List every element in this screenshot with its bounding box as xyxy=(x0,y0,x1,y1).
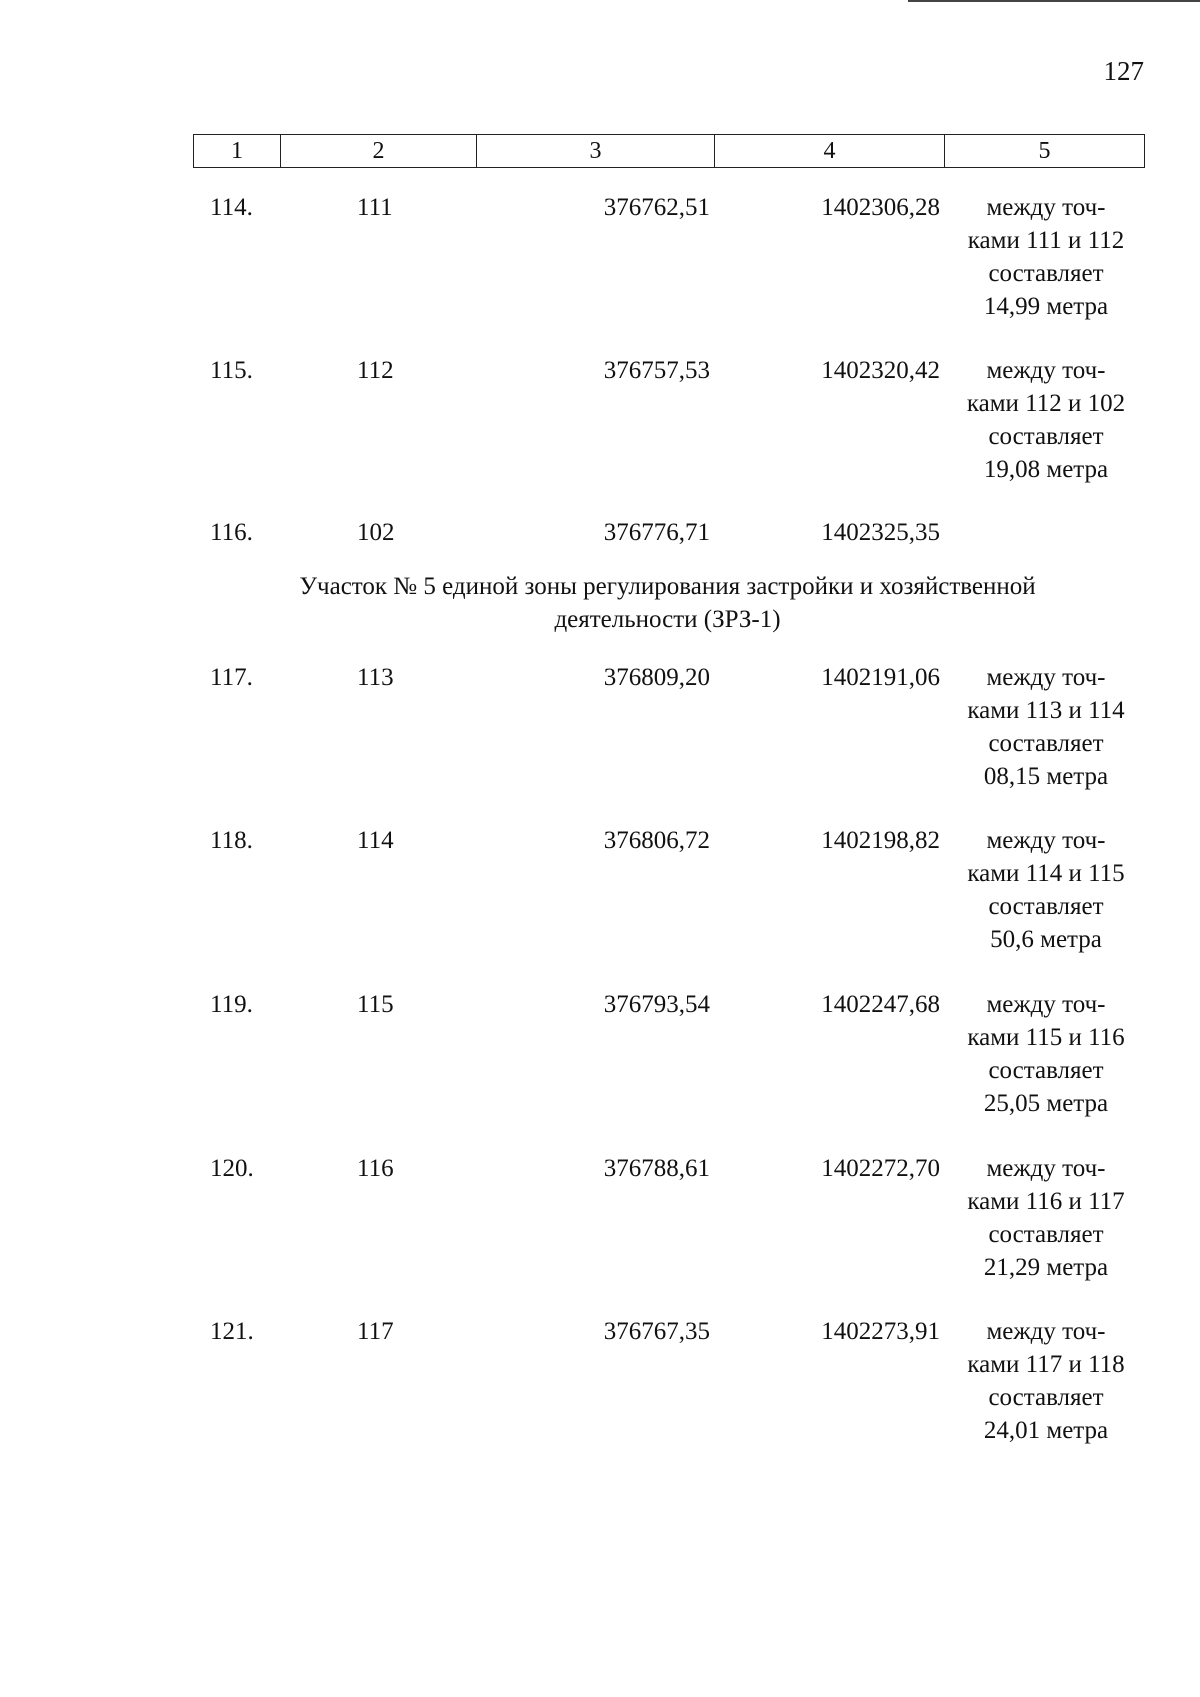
row-number: 120. xyxy=(210,1155,254,1182)
x-coordinate: 376776,71 xyxy=(603,519,710,546)
y-coordinate: 1402306,28 xyxy=(821,194,940,221)
y-coordinate: 1402320,42 xyxy=(821,357,940,384)
header-col-5: 5 xyxy=(945,135,1145,168)
distance-note xyxy=(944,661,1148,793)
note-line: составляет xyxy=(988,730,1104,757)
y-coordinate: 1402325,35 xyxy=(821,519,940,546)
section-title xyxy=(200,570,1135,636)
note-line: 24,01 метра xyxy=(983,1417,1109,1444)
note-line: ками 117 и 118 xyxy=(967,1351,1125,1378)
table-row xyxy=(0,191,1200,331)
note-line: между точ- xyxy=(986,194,1106,221)
note-line: ками 114 и 115 xyxy=(967,860,1125,887)
y-coordinate: 1402198,82 xyxy=(821,827,940,854)
distance-note xyxy=(944,1315,1148,1447)
row-number: 115. xyxy=(210,357,253,384)
note-line: ками 111 и 112 xyxy=(967,227,1125,254)
note-line: между точ- xyxy=(986,1318,1106,1345)
distance-note xyxy=(944,354,1148,486)
y-coordinate: 1402191,06 xyxy=(821,664,940,691)
note-line: составляет xyxy=(988,1057,1104,1084)
note-line: составляет xyxy=(988,260,1104,287)
point-id: 117 xyxy=(357,1318,394,1345)
x-coordinate: 376757,53 xyxy=(603,357,710,384)
header-col-2: 2 xyxy=(281,135,477,168)
table-row xyxy=(0,988,1200,1128)
x-coordinate: 376788,61 xyxy=(603,1155,710,1182)
point-id: 115 xyxy=(357,991,394,1018)
header-col-3: 3 xyxy=(477,135,715,168)
note-line: 25,05 метра xyxy=(983,1090,1109,1117)
x-coordinate: 376767,35 xyxy=(603,1318,710,1345)
row-number: 121. xyxy=(210,1318,254,1345)
point-id: 102 xyxy=(357,519,395,546)
note-line: между точ- xyxy=(986,991,1106,1018)
x-coordinate: 376762,51 xyxy=(603,194,710,221)
row-number: 117. xyxy=(210,664,253,691)
header-col-4: 4 xyxy=(715,135,945,168)
table-row xyxy=(0,1152,1200,1292)
note-line: ками 116 и 117 xyxy=(967,1188,1125,1215)
page-number: 127 xyxy=(1103,56,1144,86)
y-coordinate: 1402247,68 xyxy=(821,991,940,1018)
note-line: между точ- xyxy=(986,664,1106,691)
point-id: 112 xyxy=(357,357,394,384)
table-row xyxy=(0,824,1200,964)
note-line: между точ- xyxy=(986,357,1106,384)
row-number: 119. xyxy=(210,991,253,1018)
section-title-line-2: деятельности (ЗРЗ-1) xyxy=(554,606,781,633)
table-row xyxy=(0,661,1200,801)
point-id: 113 xyxy=(357,664,394,691)
x-coordinate: 376806,72 xyxy=(603,827,710,854)
x-coordinate: 376809,20 xyxy=(603,664,710,691)
note-line: составляет xyxy=(988,423,1104,450)
row-number: 116. xyxy=(210,519,253,546)
row-number: 118. xyxy=(210,827,253,854)
note-line: 08,15 метра xyxy=(983,763,1109,790)
note-line: между точ- xyxy=(986,1155,1106,1182)
note-line: составляет xyxy=(988,1384,1104,1411)
point-id: 111 xyxy=(357,194,393,221)
distance-note xyxy=(944,1152,1148,1284)
note-line: ками 113 и 114 xyxy=(967,697,1125,724)
note-line: между точ- xyxy=(986,827,1106,854)
y-coordinate: 1402273,91 xyxy=(821,1318,940,1345)
note-line: 21,29 метра xyxy=(983,1254,1109,1281)
note-line: составляет xyxy=(988,893,1104,920)
x-coordinate: 376793,54 xyxy=(603,991,710,1018)
note-line: ками 115 и 116 xyxy=(967,1024,1125,1051)
table-row xyxy=(0,1315,1200,1455)
note-line: ками 112 и 102 xyxy=(966,390,1126,417)
section-title-line-1: Участок № 5 единой зоны регулирования застройки и хозяйственной xyxy=(299,573,1036,600)
row-number: 114. xyxy=(210,194,253,221)
distance-note xyxy=(944,824,1148,956)
table-row xyxy=(0,354,1200,494)
point-id: 116 xyxy=(357,1155,394,1182)
header-col-1: 1 xyxy=(194,135,281,168)
note-line: 14,99 метра xyxy=(983,293,1109,320)
distance-note xyxy=(944,988,1148,1120)
note-line: 19,08 метра xyxy=(983,456,1109,483)
y-coordinate: 1402272,70 xyxy=(821,1155,940,1182)
distance-note xyxy=(944,191,1148,323)
note-line: 50,6 метра xyxy=(990,926,1102,953)
note-line: составляет xyxy=(988,1221,1104,1248)
point-id: 114 xyxy=(357,827,394,854)
